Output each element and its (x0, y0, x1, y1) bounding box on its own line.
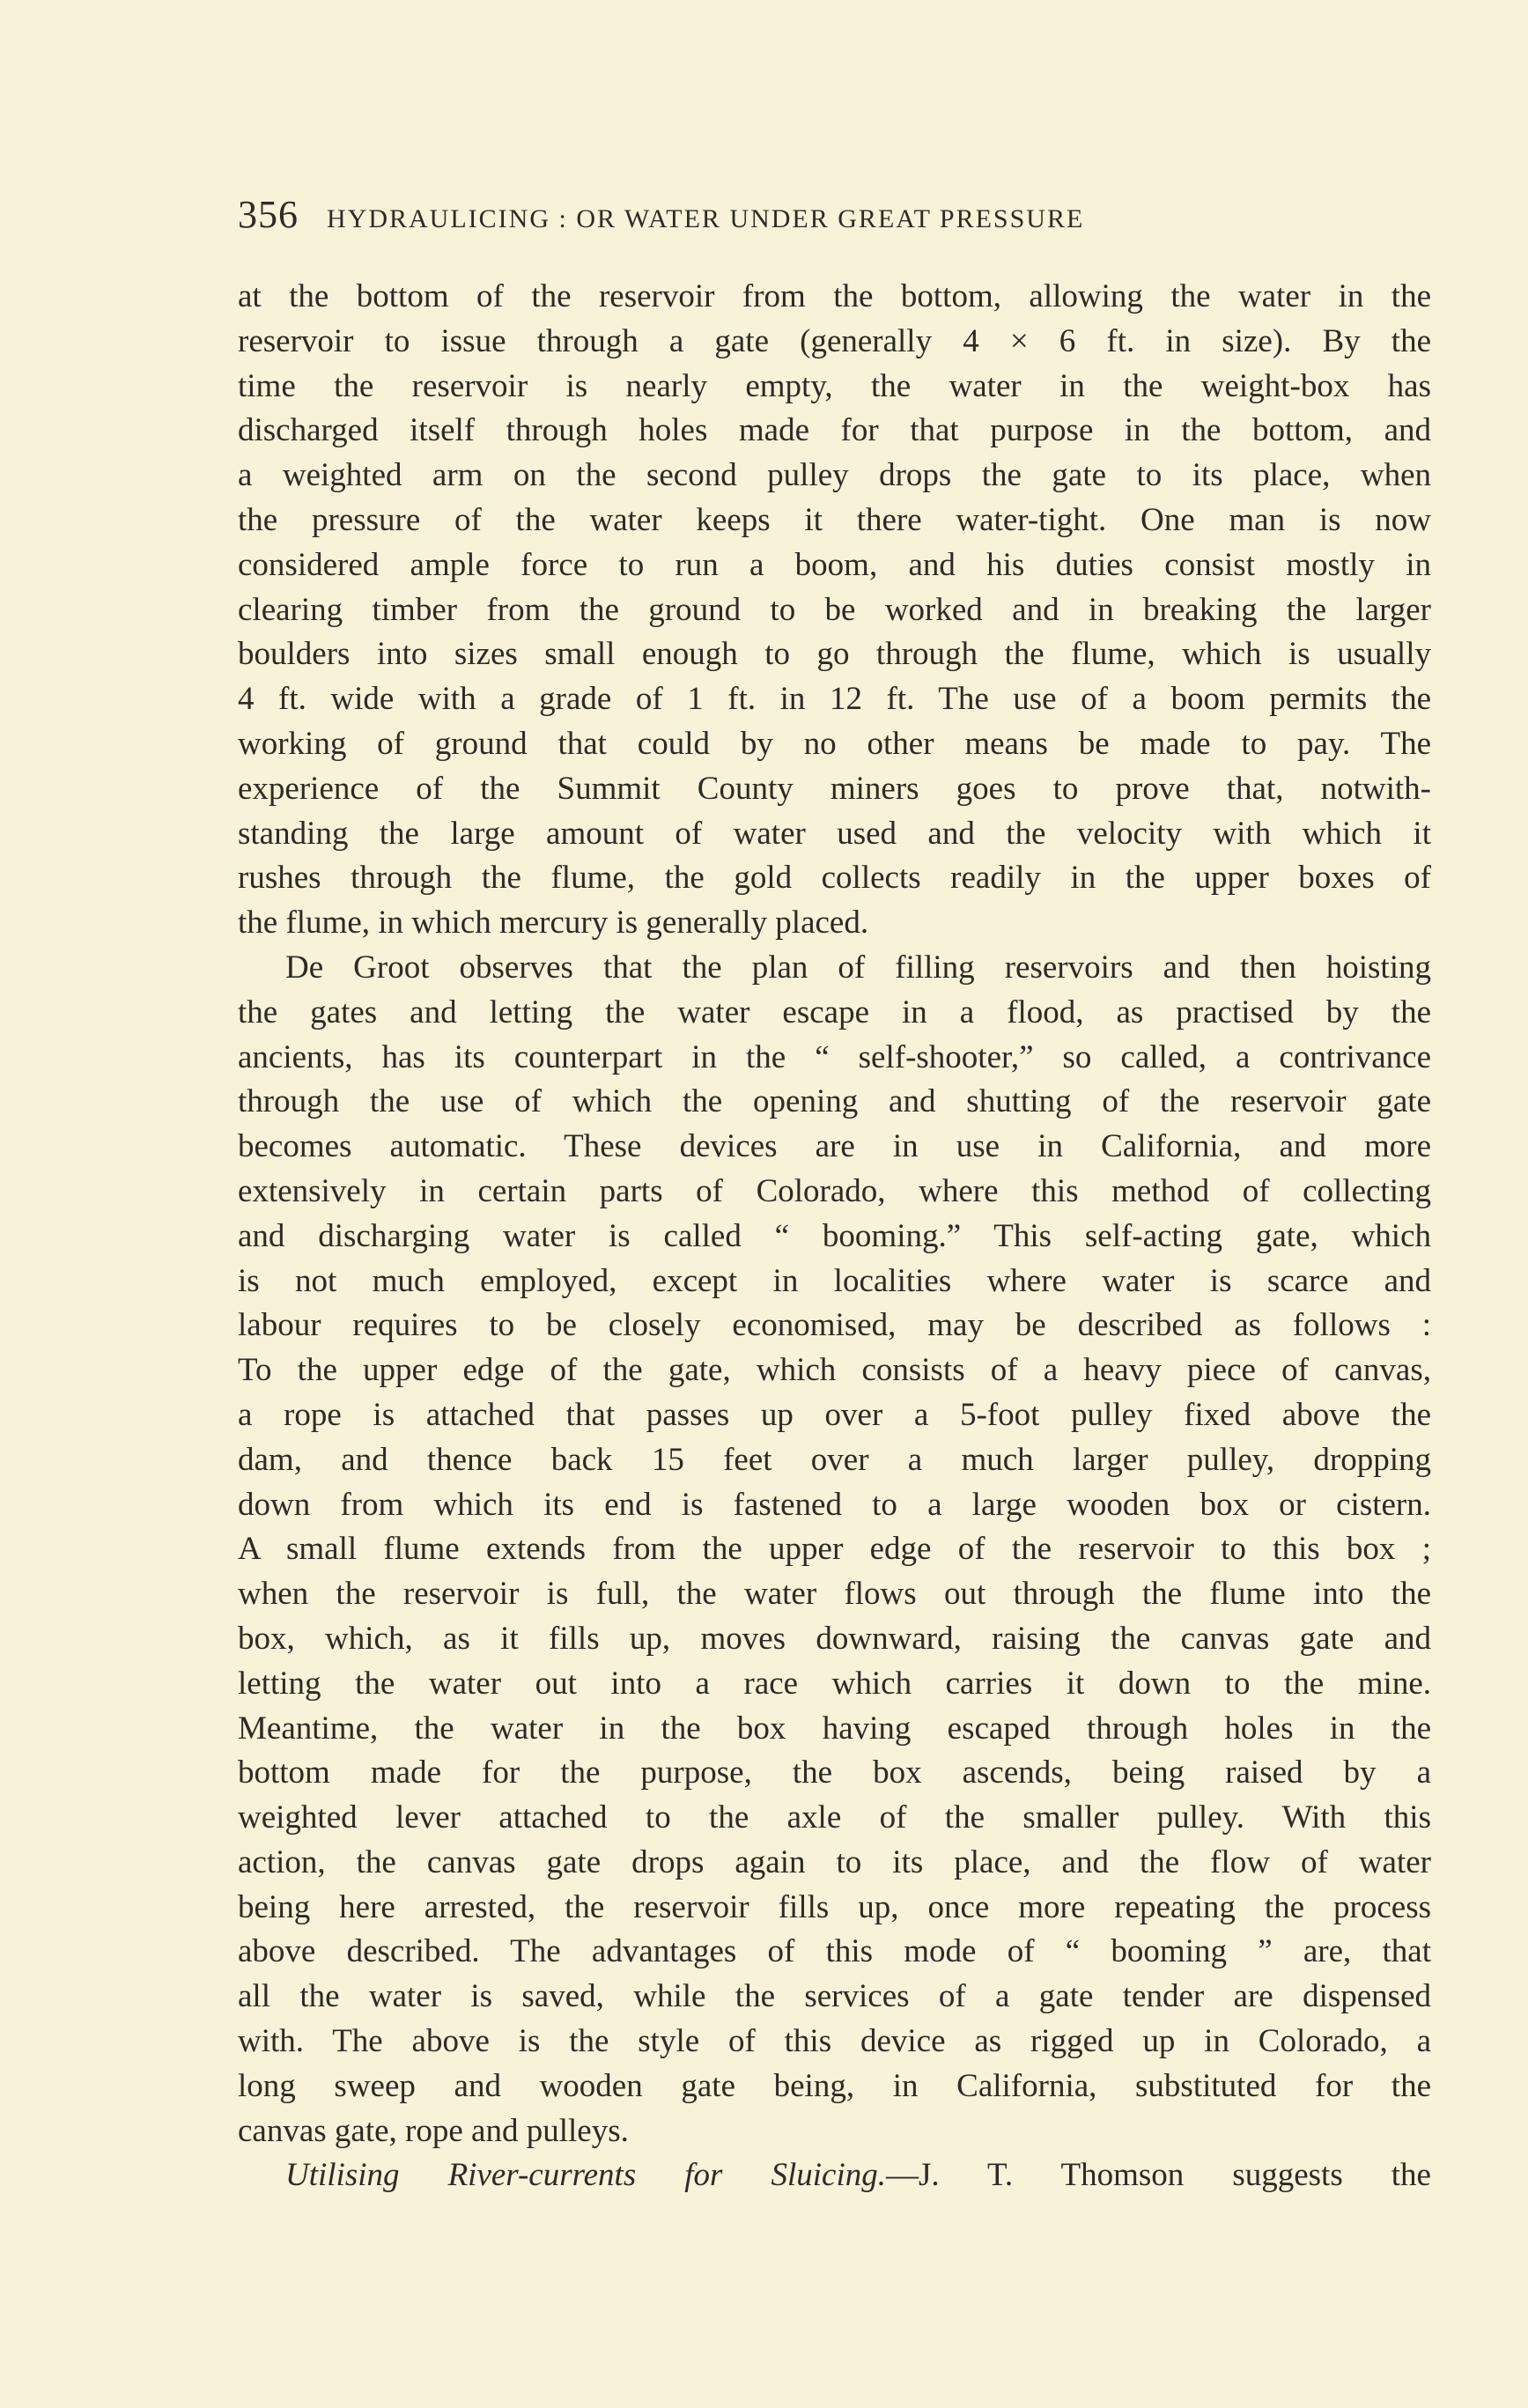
text-line: working of ground that could by no other means be made to pay. The (238, 725, 1431, 762)
body-text (238, 275, 1431, 2198)
text-line: and discharging water is called “ booming.” This self-acting gate, which (238, 1217, 1431, 1254)
text-line: Meantime, the water in the box having escaped through holes in the (238, 1710, 1431, 1747)
text-line: clearing timber from the ground to be worked and in breaking the larger (238, 591, 1431, 628)
text-line: boulders into sizes small enough to go through the flume, which is usually (238, 636, 1431, 673)
text-line: De Groot observes that the plan of filling reservoirs and then hoisting (285, 949, 1431, 986)
text-line: above described. The advantages of this mode of “ booming ” are, that (238, 1933, 1431, 1970)
text-line: To the upper edge of the gate, which consists of a heavy piece of canvas, (238, 1352, 1431, 1389)
text-line: all the water is saved, while the services of a gate tender are dispensed (238, 1978, 1431, 2015)
text-line: time the reservoir is nearly empty, the water in the weight-box has (238, 367, 1431, 404)
running-title: HYDRAULICING : OR WATER UNDER GREAT PRESSURE (327, 204, 1085, 233)
page-number: 356 (238, 193, 299, 236)
text-line: the pressure of the water keeps it there water-tight. One man is now (238, 501, 1431, 538)
text-line: down from which its end is fastened to a large wooden box or cistern. (238, 1486, 1431, 1523)
text-line: standing the large amount of water used and the velocity with which it (238, 815, 1431, 852)
text-line: experience of the Summit County miners goes to prove that, notwith- (238, 770, 1431, 807)
text-line: discharged itself through holes made for that purpose in the bottom, and (238, 412, 1431, 449)
text-line: box, which, as it fills up, moves downward, raising the canvas gate and (238, 1620, 1431, 1657)
text-line: labour requires to be closely economised, may be described as follows : (238, 1307, 1431, 1344)
text-line: long sweep and wooden gate being, in California, substituted for the (238, 2067, 1431, 2104)
section-heading-italic: Utilising River-currents for Sluicing. (285, 2157, 886, 2194)
text-line: is not much employed, except in localities where water is scarce and (238, 1262, 1431, 1299)
section-text: —J. T. Thomson suggests the (886, 2157, 1431, 2194)
text-line: extensively in certain parts of Colorado, where this method of collecting (238, 1172, 1431, 1209)
text-line: with. The above is the style of this device as rigged up in Colorado, a (238, 2023, 1431, 2060)
text-line: becomes automatic. These devices are in use in California, and more (238, 1128, 1431, 1165)
text-line: letting the water out into a race which carries it down to the mine. (238, 1665, 1431, 1702)
text-line: the flume, in which mercury is generally placed. (238, 905, 869, 942)
text-line: through the use of which the opening and shutting of the reservoir gate (238, 1083, 1431, 1120)
text-line: reservoir to issue through a gate (generally 4 × 6 ft. in size). By the (238, 322, 1431, 359)
text-line: the gates and letting the water escape in a flood, as practised by the (238, 993, 1431, 1030)
text-line: a rope is attached that passes up over a 5-foot pulley fixed above the (238, 1396, 1431, 1433)
text-line: ancients, has its counterpart in the “ self-shooter,” so called, a contrivance (238, 1038, 1431, 1075)
text-line: dam, and thence back 15 feet over a much larger pulley, dropping (238, 1441, 1431, 1478)
text-line: bottom made for the purpose, the box ascends, being raised by a (238, 1754, 1431, 1791)
text-line: canvas gate, rope and pulleys. (238, 2112, 629, 2149)
text-line: A small flume extends from the upper edge of the reservoir to this box ; (238, 1531, 1431, 1568)
text-line: considered ample force to run a boom, and his duties consist mostly in (238, 546, 1431, 583)
text-line: a weighted arm on the second pulley drops the gate to its place, when (238, 457, 1431, 494)
text-line: at the bottom of the reservoir from the bottom, allowing the water in the (238, 278, 1431, 314)
text-line: when the reservoir is full, the water flows out through the flume into the (238, 1576, 1431, 1613)
text-line-section-heading (238, 2153, 1431, 2198)
text-line: being here arrested, the reservoir fills up, once more repeating the process (238, 1888, 1431, 1925)
text-line: weighted lever attached to the axle of the smaller pulley. With this (238, 1799, 1431, 1836)
text-line: 4 ft. wide with a grade of 1 ft. in 12 ft. The use of a boom permits the (238, 681, 1431, 718)
running-header (238, 192, 1436, 236)
text-line: action, the canvas gate drops again to its place, and the flow of water (238, 1843, 1431, 1880)
text-line: rushes through the flume, the gold collects readily in the upper boxes of (238, 860, 1431, 897)
